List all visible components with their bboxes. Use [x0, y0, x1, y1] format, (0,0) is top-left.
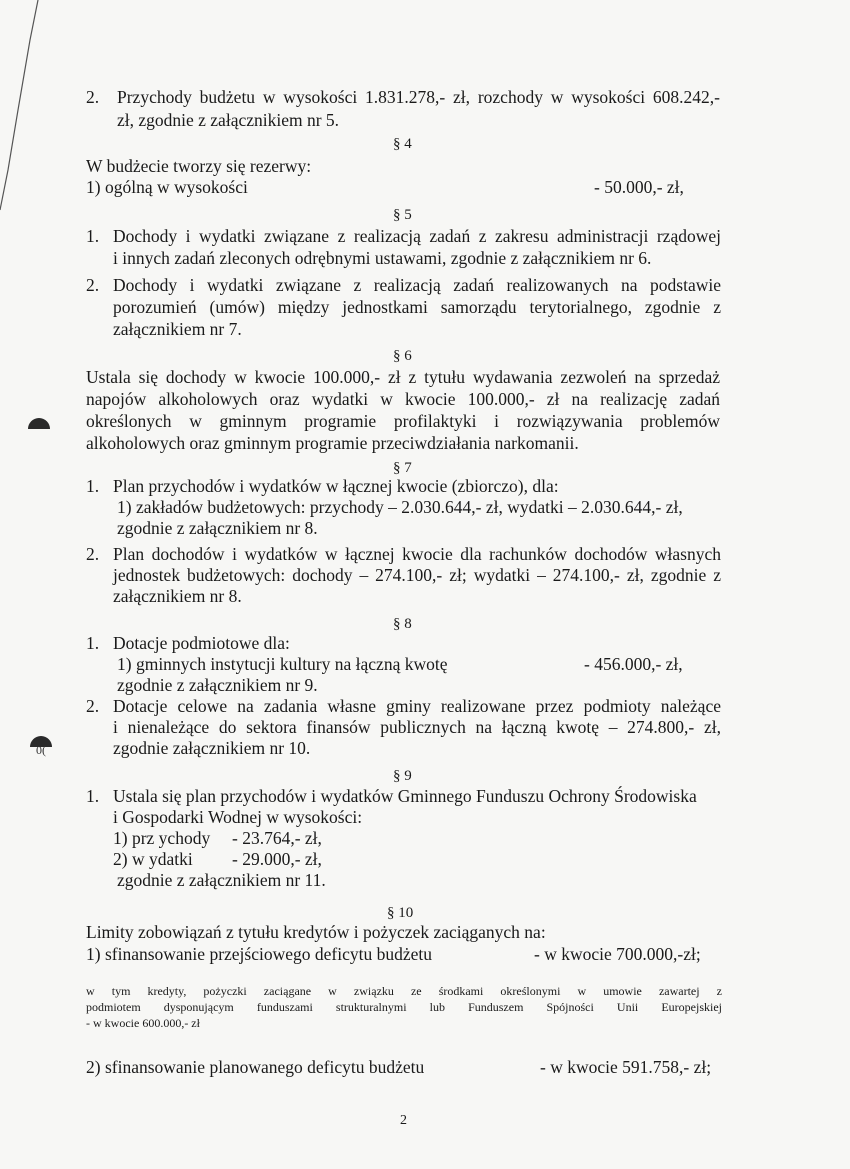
- item-number: 2.: [86, 544, 100, 564]
- paragraph-line: Dochody i wydatki związane z realizacją zadań z zakresu administracji rządowej: [113, 226, 721, 246]
- limit-amount: - w kwocie 591.758,- zł;: [540, 1057, 712, 1077]
- paragraph-line: Plan przychodów i wydatków w łącznej kwocie (zbiorczo), dla:: [113, 476, 559, 496]
- limit-label: 1) sfinansowanie przejściowego deficytu budżetu: [86, 944, 432, 964]
- fund-row-label: 2) w ydatki: [113, 849, 193, 869]
- paragraph-line: zgodnie załącznikiem nr 10.: [113, 738, 311, 758]
- item-number: 2.: [86, 275, 100, 295]
- paragraph-line: zgodnie z załącznikiem nr 9.: [117, 675, 318, 695]
- edge-fragment: 0(: [36, 743, 46, 757]
- paragraph-line: 1) zakładów budżetowych: przychody – 2.030.644,- zł, wydatki – 2.030.644,- zł,: [117, 497, 683, 517]
- reserve-label: 1) ogólną w wysokości: [86, 177, 248, 197]
- paragraph-line: Ustala się plan przychodów i wydatków Gminnego Funduszu Ochrony Środowiska: [113, 786, 697, 806]
- paragraph-line: załącznikiem nr 8.: [113, 586, 242, 606]
- section-heading: § 5: [393, 207, 412, 223]
- paragraph-line: zgodnie z załącznikiem nr 8.: [117, 518, 318, 538]
- paragraph-line: jednostek budżetowych: dochody – 274.100,- zł; wydatki – 274.100,- zł, zgodnie z: [113, 565, 721, 585]
- paragraph-line: W budżecie tworzy się rezerwy:: [86, 156, 312, 176]
- paragraph-line: 1) gminnych instytucji kultury na łączną kwotę: [117, 654, 448, 674]
- reserve-amount: - 50.000,- zł,: [594, 177, 684, 197]
- item-number: 1.: [86, 786, 100, 806]
- scan-edge-line: [0, 0, 60, 300]
- paragraph-line: Dotacje podmiotowe dla:: [113, 633, 290, 653]
- paragraph-line: napojów alkoholowych oraz wydatki w kwocie 100.000,- zł na realizację zadań: [86, 389, 720, 409]
- punch-hole-mark: [28, 418, 50, 440]
- item-number: 1.: [86, 633, 100, 653]
- section-heading: § 4: [393, 136, 412, 152]
- paragraph-line: porozumień (umów) między jednostkami samorządu terytorialnego, zgodnie z: [113, 297, 721, 317]
- section-heading: § 8: [393, 616, 412, 632]
- item-number: 2.: [86, 696, 100, 716]
- paragraph-line: Plan dochodów i wydatków w łącznej kwocie dla rachunków dochodów własnych: [113, 544, 721, 564]
- paragraph-line: Limity zobowiązań z tytułu kredytów i pożyczek zaciąganych na:: [86, 922, 546, 942]
- paragraph-line: zł, zgodnie z załącznikiem nr 5.: [117, 110, 340, 130]
- paragraph-line: załącznikiem nr 7.: [113, 319, 242, 339]
- item-number: 1.: [86, 476, 100, 496]
- section-heading: § 10: [387, 905, 414, 921]
- paragraph-line: i Gospodarki Wodnej w wysokości:: [113, 807, 363, 827]
- paragraph-line: i nienależące do sektora finansów publicznych na łączną kwotę – 274.800,- zł,: [113, 717, 721, 737]
- limit-amount: - w kwocie 700.000,-zł;: [534, 944, 701, 964]
- paragraph-line: Ustala się dochody w kwocie 100.000,- zł z tytułu wydawania zezwoleń na sprzedaż: [86, 367, 720, 387]
- paragraph-line: alkoholowych oraz gminnym programie przeciwdziałania narkomanii.: [86, 433, 579, 453]
- fund-row-label: 1) prz ychody: [113, 828, 211, 848]
- section-heading: § 7: [393, 460, 412, 476]
- limit-label: 2) sfinansowanie planowanego deficytu budżetu: [86, 1057, 425, 1077]
- note-line: - w kwocie 600.000,- zł: [86, 1016, 200, 1030]
- paragraph-line: zgodnie z załącznikiem nr 11.: [117, 870, 326, 890]
- page-number: 2: [400, 1113, 407, 1128]
- paragraph-line: określonych w gminnym programie profilaktyki i rozwiązywania problemów: [86, 411, 720, 431]
- section-heading: § 9: [393, 768, 412, 784]
- note-line: w tym kredyty, pożyczki zaciągane w związku ze środkami określonymi w umowie zawartej z: [86, 984, 722, 998]
- fund-row-amount: - 23.764,- zł,: [232, 828, 322, 848]
- fund-row-amount: - 29.000,- zł,: [232, 849, 322, 869]
- note-line: podmiotem dysponującym funduszami strukturalnymi lub Funduszem Spójności Unii Europejskiej: [86, 1000, 722, 1014]
- item-number: 2.: [86, 87, 100, 107]
- section-heading: § 6: [393, 348, 412, 364]
- paragraph-line: Przychody budżetu w wysokości 1.831.278,- zł, rozchody w wysokości 608.242,-: [117, 87, 720, 107]
- paragraph-line: Dotacje celowe na zadania własne gminy realizowane przez podmioty należące: [113, 696, 721, 716]
- paragraph-line: i innych zadań zleconych odrębnymi ustawami, zgodnie z załącznikiem nr 6.: [113, 248, 652, 268]
- grant-amount: - 456.000,- zł,: [584, 654, 683, 674]
- item-number: 1.: [86, 226, 100, 246]
- paragraph-line: Dochody i wydatki związane z realizacją zadań realizowanych na podstawie: [113, 275, 721, 295]
